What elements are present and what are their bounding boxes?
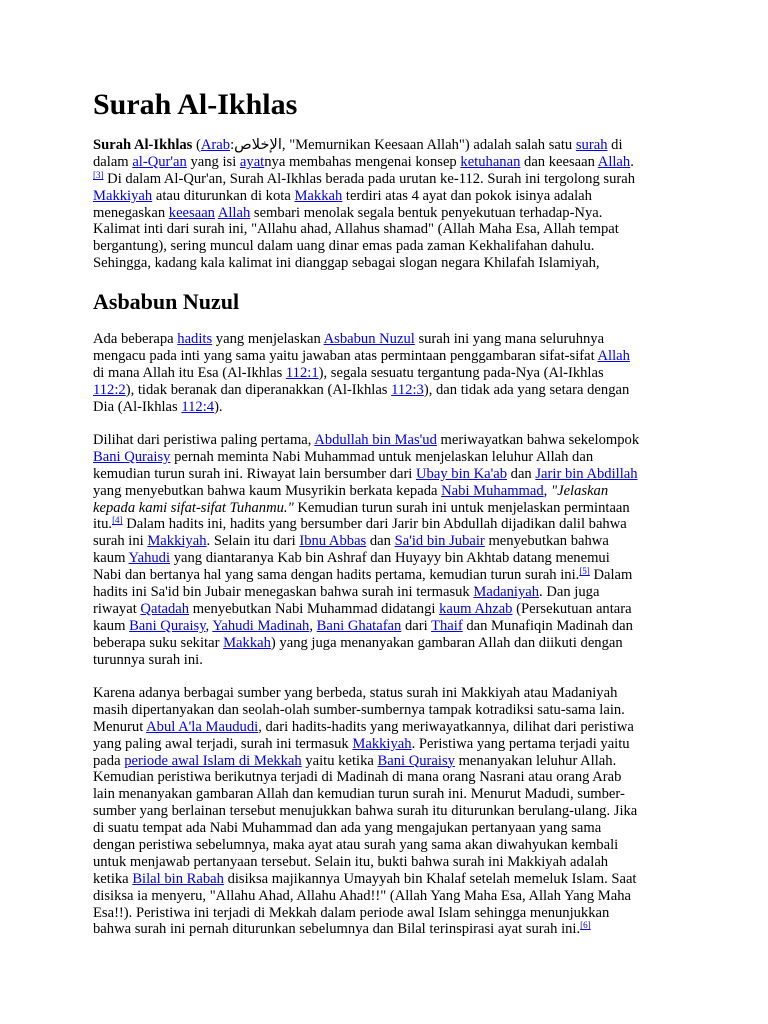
text: Kemudian turun surah ini untuk menjelaskan permintaan bbox=[293, 499, 630, 516]
text-line bbox=[93, 635, 675, 652]
text: dan keesaan bbox=[520, 153, 598, 170]
link-nabi-muhammad[interactable]: Nabi Muhammad bbox=[441, 482, 544, 499]
link-said-bin-jubair[interactable]: Sa'id bin Jubair bbox=[394, 533, 485, 550]
text-line bbox=[93, 466, 675, 483]
text-line bbox=[93, 449, 675, 466]
text-line bbox=[93, 871, 675, 888]
link-periode-awal-islam[interactable]: periode awal Islam di Mekkah bbox=[124, 752, 302, 769]
text-line: di suatu tempat ada Nabi Muhammad dan ada yang mengajukan pertanyaan yang sama bbox=[93, 820, 602, 837]
text-line bbox=[93, 348, 675, 365]
text: disiksa majikannya Umayyah bin Khalaf setelah memeluk Islam. Saat bbox=[223, 870, 637, 887]
text: dan Munafiqin Madinah dan bbox=[462, 617, 633, 634]
text: , bbox=[543, 482, 551, 499]
text: surah ini bbox=[93, 533, 148, 550]
text-line: masih dipertanyakan dan seolah-olah sumber-sumbernya tampak kotradiksi satu-sama lain. bbox=[93, 701, 625, 718]
link-ketuhanan[interactable]: ketuhanan bbox=[460, 153, 521, 170]
page-title: Surah Al-Ikhlas bbox=[93, 88, 298, 121]
text: yang isi bbox=[186, 153, 240, 170]
text: di mana Allah itu Esa (Al-Ikhlas bbox=[93, 364, 286, 381]
text-line bbox=[93, 205, 675, 222]
text: atau diturunkan di kota bbox=[152, 187, 295, 204]
text-line: Sehingga, kadang kala kalimat ini dianggap sebagai slogan negara Khilafah Islamiyah, bbox=[93, 255, 600, 272]
text-line bbox=[93, 567, 675, 584]
text: kaum bbox=[93, 617, 130, 634]
text: sembari menolak segala bentuk penyekutuan terhadap-Nya. bbox=[250, 204, 603, 221]
citation-4[interactable]: [4] bbox=[112, 515, 123, 526]
link-makkiyah[interactable]: Makkiyah bbox=[93, 187, 153, 204]
text: yang paling awal terjadi, surah ini termasuk bbox=[93, 735, 353, 752]
text: meriwayatkan bahwa sekelompok bbox=[436, 432, 640, 448]
text: nya membahas mengenai konsep bbox=[264, 153, 461, 170]
link-ayat[interactable]: ayat bbox=[239, 153, 265, 170]
intro-paragraph bbox=[93, 137, 675, 272]
text: Dilihat dari peristiwa paling pertama, bbox=[93, 432, 315, 448]
text: dari bbox=[401, 617, 432, 634]
text: . Dan juga bbox=[539, 584, 600, 601]
text: Dia (Al-Ikhlas bbox=[93, 398, 182, 415]
link-kaum-ahzab[interactable]: kaum Ahzab bbox=[439, 600, 513, 617]
text: Di dalam Al-Qur'an, Surah Al-Ikhlas berada pada urutan ke-112. Surah ini tergolong surah bbox=[103, 170, 636, 187]
text: ), tidak beranak dan diperanakkan (Al-Ikhlas bbox=[125, 381, 392, 398]
text-line: Kemudian peristiwa berikutnya terjadi di Madinah di mana orang Nasrani atau orang Arab bbox=[93, 769, 622, 786]
text: menanyakan leluhur Allah. bbox=[454, 752, 617, 769]
text: ) yang juga menanyakan gambaran Allah dan diikuti dengan bbox=[270, 634, 623, 651]
text-line bbox=[93, 719, 675, 736]
text-line: disiksa ia menyeru, "Allahu Ahad, Allahu Ahad!!" (Allah Yang Maha Esa, Allah Yang Maha bbox=[93, 887, 632, 904]
text-line: Esa!!). Peristiwa ini terjadi di Mekkah dalam periode awal Islam sehingga menunjukkan bbox=[93, 904, 610, 921]
text-line bbox=[93, 736, 675, 753]
text: yang menjelaskan bbox=[212, 331, 324, 347]
text-line bbox=[93, 533, 675, 550]
text: ( bbox=[192, 137, 201, 153]
text: dan bbox=[366, 533, 395, 550]
link-allah[interactable]: Allah bbox=[217, 204, 251, 221]
link-makkah[interactable]: Makkah bbox=[223, 634, 271, 651]
text: di bbox=[607, 137, 623, 153]
text: . Selain itu dari bbox=[206, 533, 300, 550]
link-bani-quraisy[interactable]: Bani Quraisy bbox=[93, 448, 171, 465]
link-verse-112-2[interactable]: 112:2 bbox=[93, 381, 126, 398]
text-line bbox=[93, 382, 675, 399]
bold-title: Surah Al-Ikhlas bbox=[93, 137, 193, 153]
text: menegaskan bbox=[93, 204, 169, 221]
link-allah[interactable]: Allah bbox=[597, 153, 631, 170]
text: bahwa surah ini pernah diturunkan sebelumnya dan Bilal terinspirasi ayat surah ini. bbox=[93, 921, 581, 938]
link-ubay-bin-kaab[interactable]: Ubay bin Ka'ab bbox=[416, 465, 507, 482]
text-line bbox=[93, 331, 675, 348]
link-thaif[interactable]: Thaif bbox=[431, 617, 463, 634]
text-line: untuk menjawab pertanyaan tersebut. Selain itu, bukti bahwa surah ini Makkiyah adalah bbox=[93, 853, 609, 870]
link-makkah[interactable]: Makkah bbox=[294, 187, 343, 204]
link-hadits[interactable]: hadits bbox=[177, 331, 213, 347]
link-madaniyah[interactable]: Madaniyah bbox=[473, 584, 540, 601]
link-keesaan[interactable]: keesaan bbox=[168, 204, 215, 221]
link-makkiyah[interactable]: Makkiyah bbox=[352, 735, 412, 752]
text: Dalam hadits ini, hadits yang bersumber dari Jarir bin Abdullah dijadikan dalil bahwa bbox=[122, 516, 627, 533]
link-bani-quraisy[interactable]: Bani Quraisy bbox=[129, 617, 206, 634]
text-line bbox=[93, 500, 675, 517]
paragraph-1 bbox=[93, 331, 675, 415]
link-bani-ghatafan[interactable]: Bani Ghatafan bbox=[316, 617, 402, 634]
text: menyebutkan bahwa bbox=[484, 533, 609, 550]
text: ketika bbox=[93, 870, 133, 887]
text-line bbox=[93, 753, 675, 770]
text: surah ini yang mana seluruhnya bbox=[414, 331, 605, 347]
link-allah[interactable]: Allah bbox=[597, 347, 630, 364]
citation-6[interactable]: [6] bbox=[580, 920, 591, 931]
text-line bbox=[93, 584, 675, 601]
link-bani-quraisy[interactable]: Bani Quraisy bbox=[377, 752, 455, 769]
text-line bbox=[93, 618, 675, 635]
link-yahudi[interactable]: Yahudi bbox=[128, 550, 171, 567]
text: , bbox=[205, 617, 213, 634]
text-line bbox=[93, 921, 675, 938]
text: yang menyebutkan bahwa kaum Musyrikin berkata kepada bbox=[93, 482, 442, 499]
text-line bbox=[93, 137, 675, 154]
text-line: dengan peristiwa sebelumnya, maka ayat atau surah yang sama akan diwahyukan kembali bbox=[93, 837, 619, 854]
text-line bbox=[93, 365, 675, 382]
text-line: lain menanyakan gambaran Allah dan kemudian turun surah ini. Menurut Madudi, sumber- bbox=[93, 786, 625, 803]
link-ibnu-abbas[interactable]: Ibnu Abbas bbox=[299, 533, 367, 550]
paragraph-2 bbox=[93, 432, 675, 668]
link-surah[interactable]: surah bbox=[575, 137, 608, 153]
text-line bbox=[93, 550, 675, 567]
text-line: Karena adanya berbagai sumber yang berbeda, status surah ini Makkiyah atau Madaniyah bbox=[93, 685, 618, 701]
quote-text: kepada kami sifat-sifat Tuhanmu." bbox=[93, 499, 294, 516]
link-abdullah-bin-masud[interactable]: Abdullah bin Mas'ud bbox=[314, 432, 437, 448]
text-line bbox=[93, 483, 675, 500]
text: hadits ini Sa'id bin Jubair menegaskan bahwa surah ini termasuk bbox=[93, 584, 474, 601]
link-makkiyah[interactable]: Makkiyah bbox=[147, 533, 207, 550]
text: :الإخلاص, "Memurnikan Keesaan Allah") adalah salah satu bbox=[230, 137, 576, 153]
text: , dari hadits-hadits yang meriwayatkannya, dilihat dari peristiwa bbox=[258, 718, 634, 735]
citation-5[interactable]: [5] bbox=[579, 566, 590, 577]
link-verse-112-3[interactable]: 112:3 bbox=[391, 381, 424, 398]
text: yaitu ketika bbox=[301, 752, 378, 769]
text: pada bbox=[93, 752, 125, 769]
text-line bbox=[93, 188, 675, 205]
link-verse-112-4[interactable]: 112:4 bbox=[181, 398, 215, 415]
link-arab[interactable]: Arab bbox=[200, 137, 231, 153]
text: ), dan tidak ada yang setara dengan bbox=[423, 381, 630, 398]
link-abul-ala-maududi[interactable]: Abul A'la Maududi bbox=[146, 718, 259, 735]
text-line bbox=[93, 432, 675, 449]
link-verse-112-1[interactable]: 112:1 bbox=[285, 364, 319, 381]
text: Dalam bbox=[589, 567, 633, 584]
text-line bbox=[93, 171, 675, 188]
text-line: Kalimat inti dari surah ini, "Allahu ahad, Allahus shamad" (Allah Maha Esa, Allah tempat bbox=[93, 221, 619, 238]
text: dan bbox=[507, 465, 536, 482]
section-heading: Asbabun Nuzul bbox=[93, 289, 240, 314]
text: terdiri atas 4 ayat dan pokok isinya adalah bbox=[342, 187, 592, 204]
text: Ada beberapa bbox=[93, 331, 178, 347]
text: beberapa suku sekitar bbox=[93, 634, 224, 651]
text: pernah meminta Nabi Muhammad untuk menjelaskan leluhur Allah dan bbox=[170, 448, 594, 465]
text: dalam bbox=[93, 153, 133, 170]
text: mengacu pada inti yang sama yaitu jawaban atas permintaan penggambaran sifat-sifat bbox=[93, 347, 598, 364]
paragraph-3 bbox=[93, 685, 675, 938]
text-line bbox=[93, 154, 675, 171]
link-jarir-bin-abdillah[interactable]: Jarir bin Abdillah bbox=[535, 465, 638, 482]
text: . Peristiwa yang pertama terjadi yaitu bbox=[411, 735, 630, 752]
link-bilal-bin-rabah[interactable]: Bilal bin Rabah bbox=[132, 870, 224, 887]
link-asbabun-nuzul[interactable]: Asbabun Nuzul bbox=[323, 331, 415, 347]
text-line bbox=[93, 601, 675, 618]
text-line bbox=[93, 399, 675, 416]
text: yang diantaranya Kab bin Ashraf dan Huyayy bin Akhtab datang menemui bbox=[170, 550, 610, 567]
link-yahudi-madinah[interactable]: Yahudi Madinah bbox=[212, 617, 310, 634]
link-qatadah[interactable]: Qatadah bbox=[140, 600, 190, 617]
quote-text: "Jelaskan bbox=[550, 482, 609, 499]
text: kaum bbox=[93, 550, 129, 567]
text-line bbox=[93, 516, 675, 533]
text: ). bbox=[214, 398, 223, 415]
text: itu. bbox=[93, 516, 113, 533]
text: . bbox=[630, 153, 634, 170]
text: ), segala sesuatu tergantung pada-Nya (Al-Ikhlas bbox=[318, 364, 604, 381]
text-line: bergantung), sering muncul dalam uang dinar emas pada zaman Kekhalifahan dahulu. bbox=[93, 238, 595, 255]
text: (Persekutuan antara bbox=[512, 600, 632, 617]
text: Menurut bbox=[93, 718, 147, 735]
text: Nabi dan bertanya hal yang sama dengan hadits pertama, kemudian turun surah ini. bbox=[93, 567, 580, 584]
text-line: turunnya surah ini. bbox=[93, 651, 203, 668]
text-line: sumber yang berlainan tersebut menujukkan bahwa surah itu diturunkan berulang-ulang. Jika bbox=[93, 803, 638, 820]
text: kemudian turun surah ini. Riwayat lain bersumber dari bbox=[93, 465, 417, 482]
text: , bbox=[309, 617, 317, 634]
text: menyebutkan Nabi Muhammad didatangi bbox=[189, 600, 440, 617]
citation-3[interactable]: [3] bbox=[93, 169, 104, 180]
text: riwayat bbox=[93, 600, 141, 617]
link-alquran[interactable]: al-Qur'an bbox=[132, 153, 187, 170]
